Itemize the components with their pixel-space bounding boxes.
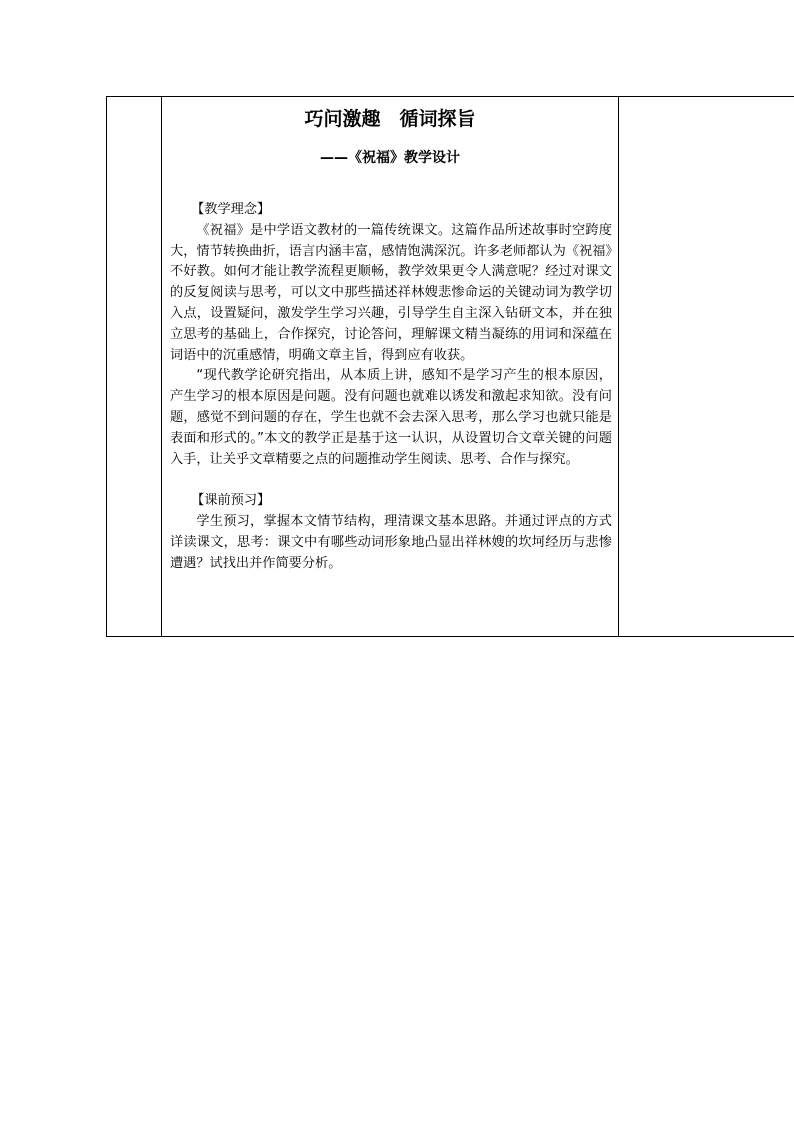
left-margin-cell xyxy=(107,97,162,636)
content-cell xyxy=(162,97,619,636)
section-heading-teaching-philosophy: 【教学理念】 xyxy=(191,202,271,217)
document-title: 巧问激趣 循词探旨 xyxy=(304,108,476,130)
document-body xyxy=(170,200,612,574)
paragraph-preview-1: 学生预习，掌握本文情节结构，理清课文基本思路。并通过评点的方式详读课文，思考：课文中有哪些动词形象地凸显出祥林嫂的坎坷经历与悲惨遭遇？试找出并作简要分析。 xyxy=(170,513,612,571)
paragraph-teaching-philosophy-2: “现代教学论研究指出，从本质上讲，感知不是学习产生的根本原因，产生学习的根本原因是问题。没有问题也就难以诱发和激起求知欲。没有问题，感觉不到问题的存在，学生也就不会去深入思考，那么学习也就只能是表面和形式的。”本文的教学正是基于这一认识，从设置切合文章关键的问题入手，让关乎文章精要之点的问题推动学生阅读、思考、合作与探究。 xyxy=(170,368,612,467)
document-subtitle: ——《祝福》教学设计 xyxy=(320,150,460,166)
right-notes-cell xyxy=(619,97,794,636)
section-heading-preview: 【课前预习】 xyxy=(191,493,271,509)
paragraph-teaching-philosophy-1: 《祝福》是中学语文教材的一篇传统课文。这篇作品所述故事时空跨度大，情节转换曲折，语言内涵丰富，感情饱满深沉。许多老师都认为《祝福》不好教。如何才能让教学流程更顺畅，教学效果更令人满意呢？经过对课文的反复阅读与思考，可以文中那些描述祥林嫂悲惨命运的关键动词为教学切入点，设置疑问，激发学生学习兴趣，引导学生自主深入钻研文本，并在独立思考的基础上，合作探究，讨论答问，理解课文精当凝练的用词和深蕴在词语中的沉重感情，明确文章主旨，得到应有收获。 xyxy=(170,222,612,363)
table-frame xyxy=(106,96,794,637)
spacer xyxy=(170,470,612,491)
